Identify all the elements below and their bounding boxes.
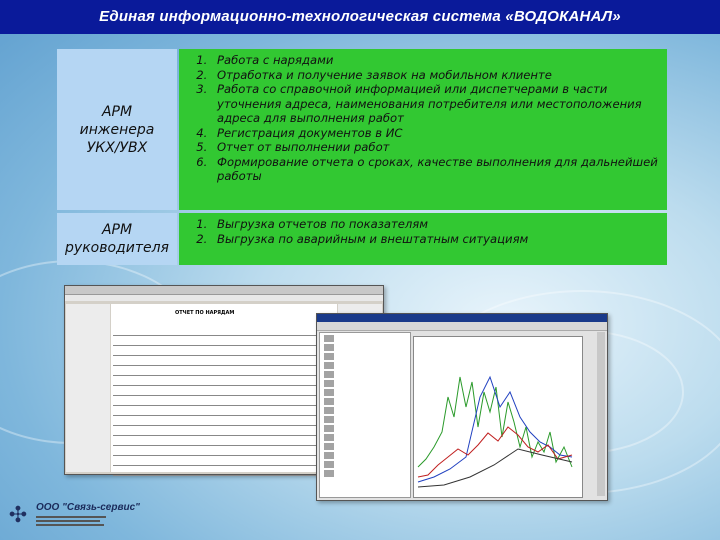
task-list: [185, 53, 659, 184]
scrollbar[interactable]: [597, 332, 605, 496]
task-item: 2. Выгрузка по аварийным и внештатным ситуациям: [211, 232, 659, 247]
window-titlebar: [65, 286, 383, 295]
company-address: [36, 514, 106, 528]
task-item: 1. Работа с нарядами: [211, 53, 659, 68]
plot-area: [413, 336, 583, 498]
series-blue: [418, 377, 572, 482]
chart-screenshot: [316, 313, 608, 501]
role-line: инженера: [79, 121, 155, 138]
task-item: 5. Отчет от выполнении работ: [211, 140, 659, 155]
task-item: 6. Формирование отчета о сроках, качестве выполнения для дальнейшей работы: [211, 155, 659, 184]
company-logo: [6, 500, 176, 538]
plot-svg: [414, 337, 582, 497]
tree-panel: [319, 332, 411, 498]
role-row-engineer: [57, 49, 667, 210]
task-list: [185, 217, 659, 246]
task-list-cell: [179, 49, 667, 210]
company-name: ООО "Связь-сервис": [36, 502, 140, 513]
task-item: 2. Отработка и получение заявок на мобильном клиенте: [211, 68, 659, 83]
report-page: [111, 304, 337, 472]
role-cell: [57, 49, 177, 210]
role-line: АРМ: [101, 222, 133, 238]
report-margin: [66, 304, 110, 472]
task-item: 3. Работа со справочной информацией или диспетчерами в части уточнения адреса, наименования потребителя или местоположения адреса для выполнения работ: [211, 82, 659, 126]
task-item: 4. Регистрация документов в ИС: [211, 126, 659, 141]
report-table: [113, 326, 335, 476]
window-titlebar: [317, 314, 607, 322]
window-toolbar: [317, 322, 607, 331]
role-line: УКХ/УВХ: [86, 139, 148, 156]
windmill-icon: ✣: [8, 502, 28, 527]
role-line: руководителя: [65, 240, 169, 256]
task-item: 1. Выгрузка отчетов по показателям: [211, 217, 659, 232]
role-cell: [57, 213, 177, 265]
role-row-manager: [57, 213, 667, 265]
series-dark: [418, 449, 572, 487]
report-heading: ОТЧЕТ ПО НАРЯДАМ: [175, 310, 235, 316]
task-list-cell: [179, 213, 667, 265]
slide-title: Единая информационно-технологическая система «ВОДОКАНАЛ»: [0, 0, 720, 34]
window-menubar: [65, 295, 383, 301]
role-line: АРМ: [101, 103, 133, 120]
